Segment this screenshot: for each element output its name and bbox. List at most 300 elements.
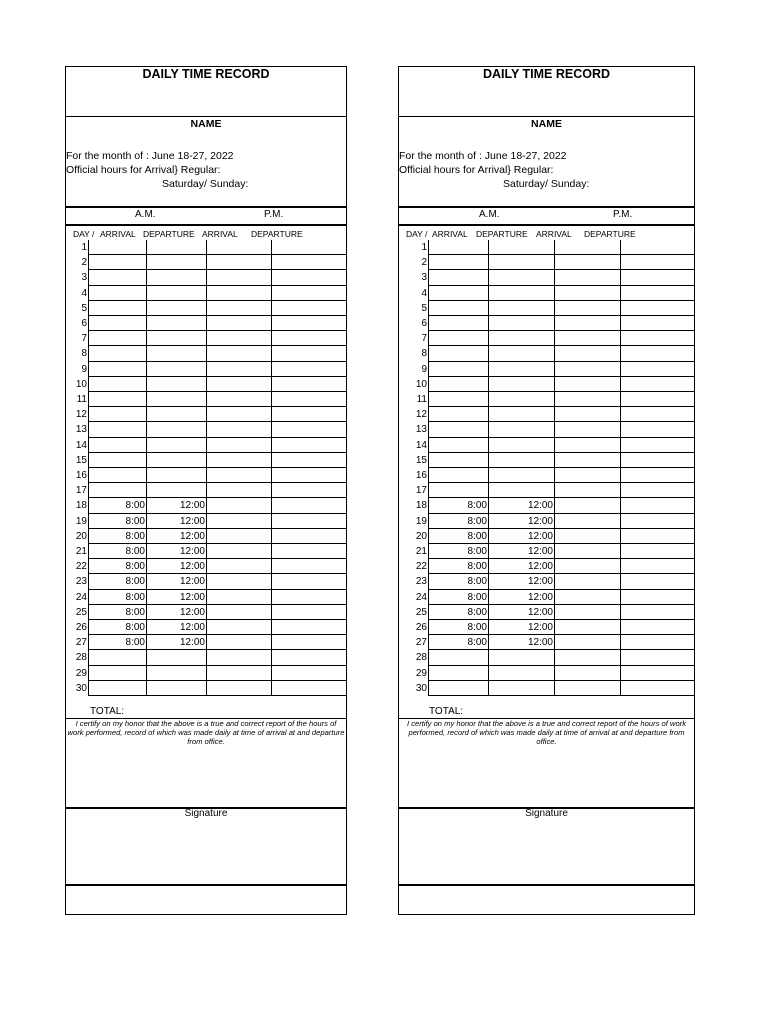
day-cell: 23 [75,576,87,588]
table-row [399,286,694,301]
am-departure-cell [488,392,554,407]
table-row [66,346,346,361]
pm-departure-cell [271,529,347,544]
pm-arrival-cell [206,605,271,620]
table-row [399,377,694,392]
pm-departure-cell [620,362,695,377]
day-cell: 20 [75,530,87,542]
pm-arrival-cell [206,255,271,270]
month-line: For the month of : June 18-27, 2022 [399,150,567,162]
table-row [66,468,346,483]
table-row [66,514,346,529]
total-row [399,705,694,718]
day-cell: 8 [421,348,427,360]
pm-arrival-cell [554,346,620,361]
pm-departure-cell [271,392,347,407]
pm-departure-cell [271,422,347,437]
pm-arrival-cell [554,392,620,407]
am-arrival-cell [428,438,488,453]
pm-departure-cell [271,681,347,696]
pm-arrival-cell [554,605,620,620]
name-label: NAME [190,118,222,130]
table-row [399,422,694,437]
pm-departure-cell [620,377,695,392]
am-arrival-cell [88,681,146,696]
table-row [66,438,346,453]
am-arrival-cell [428,468,488,483]
certification-text: I certify on my honor that the above is a true and correct report of the hours of work performed, record of which was made daily at time of arrival at and departure from office. [67,719,345,746]
day-cell: 30 [75,682,87,694]
am-arrival-cell [88,301,146,316]
col-am-departure: DEPARTURE [143,229,195,239]
pm-departure-cell [271,498,347,513]
col-am-departure: DEPARTURE [476,229,528,239]
day-cell: 10 [415,378,427,390]
am-departure-cell: 12:00 [488,514,554,529]
pm-departure-cell [271,544,347,559]
table-row [399,650,694,665]
am-arrival-cell: 8:00 [88,635,146,650]
pm-departure-cell [620,620,695,635]
pm-departure-cell [271,346,347,361]
am-arrival-cell [88,392,146,407]
pm-arrival-cell [206,346,271,361]
am-departure-cell: 12:00 [146,574,206,589]
pm-departure-cell [620,635,695,650]
pm-departure-cell [620,559,695,574]
pm-arrival-cell [206,377,271,392]
am-departure-cell [146,331,206,346]
pm-departure-cell [271,514,347,529]
day-cell: 6 [81,318,87,329]
pm-arrival-cell [554,529,620,544]
table-row [399,559,694,574]
am-departure-cell: 12:00 [146,514,206,529]
table-row [66,574,346,589]
pm-arrival-cell [206,559,271,574]
am-departure-cell [488,453,554,468]
am-arrival-cell [88,650,146,665]
am-departure-cell [146,240,206,255]
dtr-card-left [65,66,347,915]
pm-departure-cell [271,240,347,255]
day-cell: 3 [421,272,427,284]
am-arrival-cell [428,270,488,285]
table-row [399,574,694,589]
table-row [66,605,346,620]
table-row [399,453,694,468]
pm-arrival-cell [206,620,271,635]
am-departure-cell: 12:00 [488,590,554,605]
day-cell: 21 [415,546,427,557]
am-departure-cell [488,346,554,361]
am-arrival-cell [88,331,146,346]
am-departure-cell [488,270,554,285]
pm-departure-cell [271,331,347,346]
am-arrival-cell [428,407,488,422]
am-arrival-cell [88,407,146,422]
am-departure-cell [488,255,554,270]
pm-departure-cell [620,316,695,331]
day-cell: 13 [75,424,87,436]
am-departure-cell [488,468,554,483]
pm-label: P.M. [613,209,633,220]
am-departure-cell: 12:00 [488,544,554,559]
pm-arrival-cell [554,422,620,437]
day-cell: 5 [81,302,87,314]
am-arrival-cell: 8:00 [88,620,146,635]
day-cell: 28 [75,652,87,664]
pm-departure-cell [271,453,347,468]
table-row [399,681,694,696]
col-am-arrival: ARRIVAL [100,229,136,239]
pm-departure-cell [620,422,695,437]
table-row [399,544,694,559]
day-cell: 22 [415,561,427,573]
am-arrival-cell [428,453,488,468]
pm-arrival-cell [554,407,620,422]
col-day: DAY / [406,229,428,239]
official-hours-line: Official hours for Arrival} Regular: [66,164,221,176]
pm-arrival-cell [206,316,271,331]
pm-departure-cell [271,620,347,635]
divider [399,224,694,226]
day-cell: 26 [415,622,427,633]
table-row [66,392,346,407]
pm-arrival-cell [206,514,271,529]
am-arrival-cell [88,362,146,377]
pm-departure-cell [620,574,695,589]
table-row [399,392,694,407]
am-arrival-cell [88,346,146,361]
am-departure-cell [488,438,554,453]
am-departure-cell [146,392,206,407]
pm-arrival-cell [206,590,271,605]
day-cell: 11 [76,394,87,405]
col-day: DAY / [73,229,95,239]
table-row [66,681,346,696]
pm-departure-cell [620,544,695,559]
am-departure-cell [488,650,554,665]
am-arrival-cell: 8:00 [428,590,488,605]
pm-arrival-cell [206,301,271,316]
am-departure-cell: 12:00 [146,620,206,635]
am-label: A.M. [135,209,156,220]
am-arrival-cell: 8:00 [88,544,146,559]
pm-arrival-cell [554,559,620,574]
pm-arrival-cell [554,620,620,635]
divider [399,884,694,886]
day-cell: 26 [75,622,87,633]
am-departure-cell [146,422,206,437]
table-row [66,331,346,346]
table-row [66,362,346,377]
am-arrival-cell [88,377,146,392]
day-cell: 15 [415,454,427,466]
am-departure-cell: 12:00 [146,559,206,574]
total-row [66,705,346,718]
day-cell: 9 [81,363,87,375]
table-row [399,240,694,255]
am-arrival-cell [428,666,488,681]
am-departure-cell: 12:00 [488,574,554,589]
table-row [399,255,694,270]
day-cell: 12 [75,409,87,421]
form-title: DAILY TIME RECORD [142,67,270,81]
table-row [399,316,694,331]
am-departure-cell [488,286,554,301]
pm-departure-cell [620,407,695,422]
day-cell: 16 [415,470,427,481]
total-label: TOTAL: [429,706,464,717]
day-cell: 17 [415,485,427,497]
am-arrival-cell: 8:00 [428,635,488,650]
day-cell: 13 [415,424,427,436]
divider [66,206,346,208]
total-label: TOTAL: [90,706,125,717]
am-departure-cell: 12:00 [146,590,206,605]
day-cell: 25 [75,606,87,618]
day-cell: 28 [415,652,427,664]
col-pm-arrival: ARRIVAL [536,229,572,239]
am-arrival-cell [428,286,488,301]
pm-arrival-cell [554,635,620,650]
am-arrival-cell: 8:00 [88,559,146,574]
pm-arrival-cell [554,681,620,696]
day-cell: 9 [421,363,427,375]
pm-departure-cell [271,559,347,574]
table-row [66,270,346,285]
day-cell: 18 [415,500,427,512]
pm-departure-cell [271,316,347,331]
am-arrival-cell: 8:00 [88,590,146,605]
pm-arrival-cell [554,574,620,589]
pm-departure-cell [620,255,695,270]
am-arrival-cell [428,377,488,392]
day-cell: 4 [421,287,427,299]
pm-departure-cell [271,407,347,422]
am-departure-cell [146,377,206,392]
am-departure-cell [488,316,554,331]
am-departure-cell [146,468,206,483]
day-cell: 29 [415,667,427,679]
pm-arrival-cell [206,544,271,559]
am-departure-cell [488,422,554,437]
day-cell: 30 [415,682,427,694]
pm-departure-cell [620,605,695,620]
pm-arrival-cell [554,666,620,681]
day-cell: 1 [421,242,427,253]
am-arrival-cell: 8:00 [428,620,488,635]
am-departure-cell [146,483,206,498]
day-cell: 16 [75,470,87,481]
pm-departure-cell [620,498,695,513]
pm-arrival-cell [554,650,620,665]
day-cell: 15 [75,454,87,466]
am-arrival-cell [428,681,488,696]
pm-arrival-cell [554,270,620,285]
am-arrival-cell [428,483,488,498]
am-departure-cell: 12:00 [146,544,206,559]
pm-departure-cell [271,666,347,681]
pm-arrival-cell [554,331,620,346]
pm-arrival-cell [554,255,620,270]
am-arrival-cell: 8:00 [428,559,488,574]
table-row [399,438,694,453]
am-arrival-cell: 8:00 [88,605,146,620]
table-row [66,286,346,301]
day-cell: 8 [81,348,87,360]
pm-arrival-cell [554,453,620,468]
am-departure-cell [146,453,206,468]
weekend-line: Saturday/ Sunday: [162,178,249,190]
am-departure-cell [146,301,206,316]
col-pm-departure: DEPARTURE [251,229,303,239]
pm-arrival-cell [206,331,271,346]
pm-departure-cell [620,529,695,544]
table-row [66,316,346,331]
am-departure-cell: 12:00 [146,498,206,513]
am-arrival-cell: 8:00 [88,514,146,529]
am-departure-cell [488,377,554,392]
pm-arrival-cell [554,301,620,316]
col-am-arrival: ARRIVAL [432,229,468,239]
am-arrival-cell [88,666,146,681]
am-arrival-cell [428,422,488,437]
day-cell: 24 [415,591,427,603]
day-cell: 7 [421,333,427,345]
table-row [66,301,346,316]
pm-arrival-cell [554,286,620,301]
pm-arrival-cell [206,407,271,422]
pm-arrival-cell [206,438,271,453]
am-arrival-cell: 8:00 [88,529,146,544]
am-departure-cell [488,331,554,346]
am-label: A.M. [479,209,500,220]
table-row [399,590,694,605]
divider [66,116,346,117]
pm-departure-cell [271,255,347,270]
pm-departure-cell [620,650,695,665]
day-cell: 6 [421,318,427,329]
table-row [66,377,346,392]
am-arrival-cell [88,255,146,270]
am-departure-cell [488,362,554,377]
am-departure-cell [146,286,206,301]
table-row [399,407,694,422]
table-row [399,301,694,316]
am-departure-cell [488,301,554,316]
pm-departure-cell [620,468,695,483]
pm-departure-cell [620,438,695,453]
pm-departure-cell [271,438,347,453]
pm-departure-cell [271,468,347,483]
pm-arrival-cell [206,529,271,544]
pm-departure-cell [620,453,695,468]
pm-arrival-cell [554,316,620,331]
am-arrival-cell [428,392,488,407]
pm-departure-cell [620,483,695,498]
pm-arrival-cell [206,635,271,650]
pm-departure-cell [271,574,347,589]
am-arrival-cell [88,240,146,255]
am-departure-cell: 12:00 [488,620,554,635]
am-departure-cell [146,346,206,361]
pm-arrival-cell [554,590,620,605]
am-departure-cell [146,362,206,377]
col-pm-arrival: ARRIVAL [202,229,238,239]
table-row [66,559,346,574]
am-arrival-cell: 8:00 [88,498,146,513]
table-row [66,407,346,422]
table-row [66,635,346,650]
official-hours-line: Official hours for Arrival} Regular: [399,164,554,176]
month-line: For the month of : June 18-27, 2022 [66,150,234,162]
am-arrival-cell [88,483,146,498]
am-arrival-cell [88,438,146,453]
am-departure-cell [146,316,206,331]
day-cell: 3 [81,272,87,284]
day-cell: 2 [421,257,427,269]
pm-departure-cell [620,590,695,605]
day-cell: 2 [81,257,87,269]
pm-arrival-cell [206,270,271,285]
table-row [399,529,694,544]
day-cell: 4 [81,287,87,299]
pm-departure-cell [620,301,695,316]
day-cell: 27 [415,637,427,649]
day-cell: 19 [415,515,427,527]
day-cell: 18 [75,500,87,512]
pm-arrival-cell [206,483,271,498]
day-cell: 14 [75,439,87,451]
pm-departure-cell [620,346,695,361]
day-cell: 25 [415,606,427,618]
day-cell: 19 [75,515,87,527]
am-departure-cell: 12:00 [488,605,554,620]
pm-arrival-cell [206,666,271,681]
am-arrival-cell: 8:00 [428,605,488,620]
am-arrival-cell [88,422,146,437]
col-pm-departure: DEPARTURE [584,229,636,239]
signature-label: Signature [184,808,228,819]
total-blank-cell [399,705,428,718]
am-arrival-cell [428,255,488,270]
day-cell: 11 [416,394,427,405]
form-title: DAILY TIME RECORD [482,67,611,81]
pm-arrival-cell [206,681,271,696]
dtr-card-right [398,66,695,915]
certification-text: I certify on my honor that the above is a true and correct report of the hours of work performed, record of which was made daily at time of arrival at and departure from office. [407,719,686,746]
pm-departure-cell [620,240,695,255]
pm-arrival-cell [554,240,620,255]
am-arrival-cell [428,331,488,346]
pm-departure-cell [271,650,347,665]
pm-arrival-cell [206,468,271,483]
am-departure-cell [488,240,554,255]
pm-departure-cell [271,635,347,650]
am-departure-cell: 12:00 [488,529,554,544]
am-departure-cell [146,438,206,453]
name-label: NAME [531,118,562,130]
am-departure-cell: 12:00 [488,498,554,513]
pm-arrival-cell [554,498,620,513]
am-departure-cell [146,681,206,696]
table-row [66,240,346,255]
am-arrival-cell [428,362,488,377]
pm-arrival-cell [206,650,271,665]
pm-arrival-cell [554,483,620,498]
